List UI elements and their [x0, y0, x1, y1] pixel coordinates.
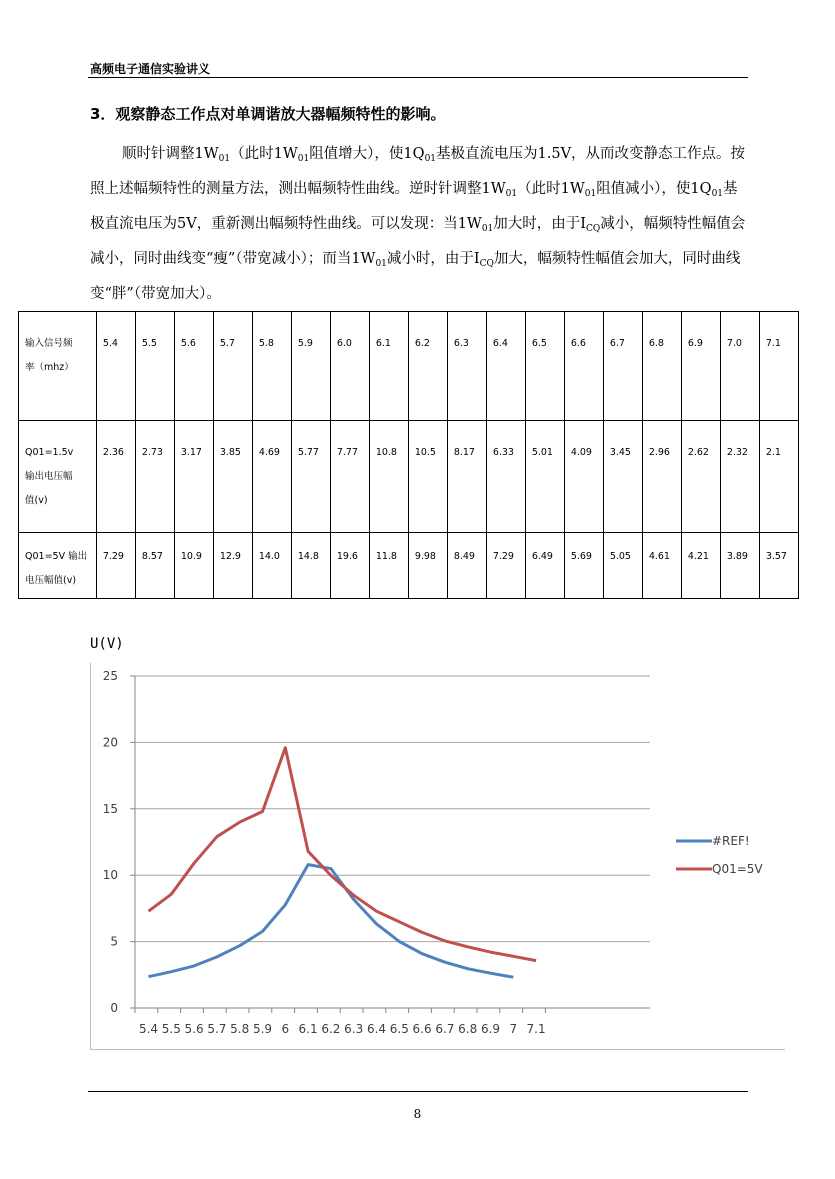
- section-title: 3．观察静态工作点对单调谐放大器幅频特性的影响。: [90, 105, 446, 123]
- freq-cell: 7.0: [720, 312, 759, 421]
- header-line: 率（mhz）: [25, 362, 74, 373]
- freq-cell: 6.3: [447, 312, 486, 421]
- header-line: Q01=1.5v: [25, 447, 74, 458]
- x-tick-label: 6.7: [435, 1022, 455, 1036]
- freq-cell: 5.7: [213, 312, 252, 421]
- q15-cell: 2.96: [642, 421, 681, 533]
- para-text: 减小，幅频特性幅值会减小，同时曲线变“瘦”（带宽减小）；而当1W: [90, 216, 746, 267]
- q15-cell: 6.33: [486, 421, 525, 533]
- subscript: CQ: [479, 259, 494, 269]
- header-line: 输出电压幅: [25, 471, 73, 482]
- para-text: 阻值减小），使1Q: [596, 181, 712, 197]
- subscript: 01: [505, 189, 518, 199]
- x-tick-label: 5.6: [184, 1022, 204, 1036]
- freq-cell: 6.9: [681, 312, 720, 421]
- para-text: 阻值增大），使1Q: [309, 146, 425, 162]
- x-tick-label: 5.8: [230, 1022, 250, 1036]
- x-tick-label: 6.2: [321, 1022, 341, 1036]
- q5-cell: 3.89: [720, 533, 759, 599]
- subscript: 01: [711, 189, 724, 199]
- q15-cell: 8.17: [447, 421, 486, 533]
- subscript: 01: [584, 189, 597, 199]
- header-line: 输入信号频: [25, 338, 73, 349]
- q5-cell: 19.6: [330, 533, 369, 599]
- series-line-0: [149, 865, 514, 978]
- q15-cell: 10.5: [408, 421, 447, 533]
- freq-cell: 6.8: [642, 312, 681, 421]
- para-text: 顺时针调整1W: [122, 146, 219, 162]
- para-text: （此时1W: [517, 181, 585, 197]
- q5-cell: 8.49: [447, 533, 486, 599]
- header-line: 值(v): [25, 495, 48, 506]
- freq-cell: 5.4: [96, 312, 135, 421]
- x-tick-label: 6: [281, 1022, 290, 1036]
- para-text: 基极直流电压为1.5V，从而改变静态工作点。按照上述幅频特性的测量方法，测出幅频特性曲线。逆时针调整1W: [90, 146, 746, 197]
- q5-cell: 9.98: [408, 533, 447, 599]
- q5-cell: 14.0: [252, 533, 291, 599]
- y-tick-label: 25: [102, 669, 118, 683]
- x-tick-label: 5.5: [161, 1022, 181, 1036]
- q15-cell: 3.85: [213, 421, 252, 533]
- q5-cell: 3.57: [759, 533, 798, 599]
- page-number: 8: [413, 1107, 422, 1121]
- q15-cell: 5.77: [291, 421, 330, 533]
- para-text: 加大，幅频特性幅值会加大，同时曲线变“胖”（带宽加大）。: [90, 251, 741, 302]
- y-tick-label: 10: [102, 868, 118, 883]
- para-text: 加大时，由于I: [493, 216, 587, 232]
- q15-cell: 4.69: [252, 421, 291, 533]
- q5-cell: 4.21: [681, 533, 720, 599]
- x-tick-label: 7.1: [526, 1022, 546, 1036]
- y-axis-unit-label: U(V): [90, 636, 124, 652]
- subscript: 01: [375, 259, 387, 269]
- x-tick-label: 5.7: [207, 1022, 227, 1036]
- legend-label: Q01=5V: [712, 862, 763, 876]
- q15-cell: 2.1: [759, 421, 798, 533]
- x-tick-label: 6.6: [412, 1022, 432, 1036]
- q15-cell: 4.09: [564, 421, 603, 533]
- freq-cell: 7.1: [759, 312, 798, 421]
- q5-cell: 5.05: [603, 533, 642, 599]
- para-text: 基极直流电压为5V，重新测出幅频特性曲线。可以发现：当1W: [90, 181, 738, 232]
- x-tick-label: 6.3: [344, 1022, 364, 1036]
- q15-cell: 3.45: [603, 421, 642, 533]
- q5-cell: 4.61: [642, 533, 681, 599]
- freq-cell: 5.6: [174, 312, 213, 421]
- legend-label: #REF!: [712, 834, 750, 848]
- para-text: （此时1W: [230, 146, 298, 162]
- footer-rule: [88, 1091, 748, 1092]
- subscript: CQ: [586, 224, 601, 234]
- x-tick-label: 6.9: [480, 1022, 501, 1036]
- header-line: 电压幅值(v): [25, 575, 77, 586]
- q5-cell: 14.8: [291, 533, 330, 599]
- freq-cell: 5.8: [252, 312, 291, 421]
- q5-cell: 5.69: [564, 533, 603, 599]
- q15-cell: 5.01: [525, 421, 564, 533]
- x-tick-label: 6.5: [389, 1022, 409, 1036]
- freq-cell: 5.5: [135, 312, 174, 421]
- freq-cell: 6.2: [408, 312, 447, 421]
- freq-cell: 6.6: [564, 312, 603, 421]
- y-tick-label: 5: [110, 934, 118, 949]
- subscript: 01: [481, 224, 494, 234]
- q15-cell: 2.62: [681, 421, 720, 533]
- q5-cell: 6.49: [525, 533, 564, 599]
- x-tick-label: 5.9: [252, 1022, 273, 1036]
- x-tick-label: 5.4: [138, 1022, 159, 1036]
- freq-cell: 6.0: [330, 312, 369, 421]
- q5-cell: 7.29: [96, 533, 135, 599]
- subscript: 01: [297, 154, 310, 164]
- q15-cell: 2.73: [135, 421, 174, 533]
- q5-cell: 12.9: [213, 533, 252, 599]
- q15-cell: 10.8: [369, 421, 408, 533]
- freq-cell: 6.1: [369, 312, 408, 421]
- running-header: 高频电子通信实验讲义: [90, 62, 211, 76]
- q15-cell: 3.17: [174, 421, 213, 533]
- q5-cell: 7.29: [486, 533, 525, 599]
- x-tick-label: 7: [509, 1022, 518, 1036]
- header-line: Q01=5V 输出: [25, 551, 88, 562]
- q15-cell: 2.32: [720, 421, 759, 533]
- freq-cell: 6.7: [603, 312, 642, 421]
- freq-cell: 5.9: [291, 312, 330, 421]
- subscript: 01: [424, 154, 437, 164]
- y-tick-label: 0: [110, 1001, 118, 1015]
- x-tick-label: 6.4: [366, 1022, 387, 1036]
- q5-cell: 10.9: [174, 533, 213, 599]
- para-text: 减小时，由于I: [386, 251, 480, 267]
- q15-cell: 7.77: [330, 421, 369, 533]
- y-tick-label: 15: [102, 801, 118, 816]
- q5-cell: 8.57: [135, 533, 174, 599]
- x-tick-label: 6.8: [458, 1022, 478, 1036]
- x-tick-label: 6.1: [298, 1022, 318, 1036]
- freq-cell: 6.4: [486, 312, 525, 421]
- y-tick-label: 20: [102, 735, 118, 750]
- q15-cell: 2.36: [96, 421, 135, 533]
- series-line-1: [149, 748, 537, 961]
- subscript: 01: [218, 154, 231, 164]
- q5-cell: 11.8: [369, 533, 408, 599]
- freq-cell: 6.5: [525, 312, 564, 421]
